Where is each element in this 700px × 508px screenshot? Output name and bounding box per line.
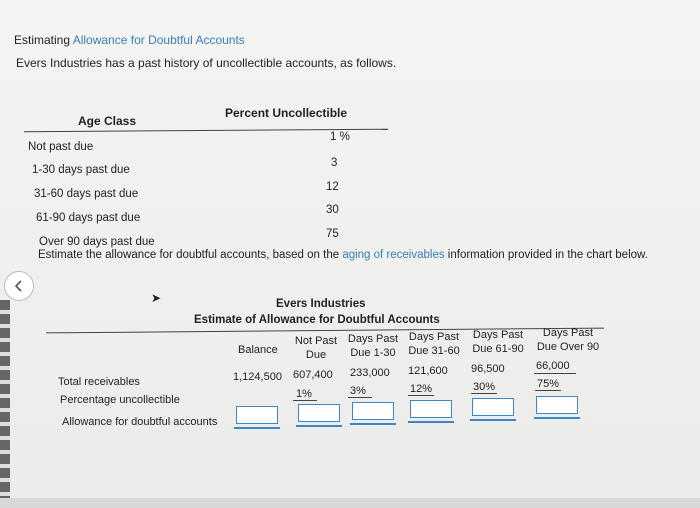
total-31-60: 121,600 bbox=[408, 365, 448, 377]
allowance-not-past-due-input[interactable] bbox=[298, 404, 340, 422]
age-row-label: Over 90 days past due bbox=[39, 236, 155, 248]
age-row-label: 31-60 days past due bbox=[34, 188, 139, 200]
col-header-61-90: Days Past Due 61-90 bbox=[472, 329, 524, 355]
pct-underline bbox=[408, 395, 434, 396]
age-row-pct: 75 bbox=[326, 228, 339, 240]
left-edge-strip bbox=[0, 300, 10, 508]
title-prefix: Estimating bbox=[14, 33, 73, 47]
title-accent: Allowance for Doubtful Accounts bbox=[72, 33, 245, 47]
row-label-allowance: Allowance for doubtful accounts bbox=[62, 416, 218, 428]
age-row-label: 1-30 days past due bbox=[32, 164, 130, 176]
age-row-label: Not past due bbox=[28, 141, 94, 153]
page-title bbox=[14, 33, 245, 47]
pct-31-60: 12% bbox=[410, 383, 433, 395]
pct-over-90: 75% bbox=[537, 378, 560, 390]
estimate-title: Estimate of Allowance for Doubtful Accounts bbox=[194, 314, 440, 326]
age-class-header: Age Class bbox=[78, 114, 137, 128]
allowance-underline bbox=[296, 425, 342, 427]
allowance-balance-input[interactable] bbox=[236, 406, 278, 424]
intro-text: Evers Industries has a past history of uncollectible accounts, as follows. bbox=[16, 56, 397, 70]
percent-header: Percent Uncollectible bbox=[225, 106, 348, 120]
allowance-over-90-input[interactable] bbox=[536, 396, 578, 414]
pct-underline bbox=[535, 390, 561, 391]
company-name: Evers Industries bbox=[276, 298, 366, 310]
bottom-edge bbox=[0, 498, 700, 508]
pct-61-90: 30% bbox=[473, 381, 496, 393]
age-row-pct: 12 bbox=[326, 181, 339, 193]
chevron-left-icon bbox=[12, 279, 26, 293]
age-row-pct: 3 bbox=[331, 157, 338, 169]
allowance-underline bbox=[350, 423, 396, 425]
row-label-total: Total receivables bbox=[58, 376, 140, 388]
allowance-underline bbox=[408, 421, 454, 423]
pct-not-past-due: 1% bbox=[296, 388, 312, 400]
instruction-text: Estimate the allowance for doubtful accounts, based on the aging of receivables information provided in the chart below. bbox=[38, 249, 648, 261]
col-header-over-90: Days Past Due Over 90 bbox=[536, 327, 600, 353]
col-header-1-30: Days Past Due 1-30 bbox=[347, 333, 399, 359]
total-over-90: 66,000 bbox=[536, 360, 570, 372]
total-not-past-due: 607,400 bbox=[293, 369, 333, 381]
allowance-balance-underline bbox=[234, 427, 280, 429]
allowance-61-90-input[interactable] bbox=[472, 398, 514, 416]
pct-underline bbox=[348, 397, 372, 398]
pct-underline bbox=[471, 393, 497, 394]
aging-link[interactable]: aging of receivables bbox=[342, 249, 445, 261]
age-row-pct: 30 bbox=[326, 204, 339, 216]
row-label-percentage: Percentage uncollectible bbox=[60, 394, 180, 406]
col-header-balance: Balance bbox=[238, 344, 278, 356]
pct-1-30: 3% bbox=[350, 385, 366, 397]
allowance-underline bbox=[534, 417, 580, 419]
total-1-30: 233,000 bbox=[350, 367, 390, 379]
col-header-31-60: Days Past Due 31-60 bbox=[408, 331, 460, 357]
age-row-pct: 1 % bbox=[330, 131, 350, 143]
total-61-90: 96,500 bbox=[471, 363, 505, 375]
col-header-not-past-due: Not Past Due bbox=[294, 335, 338, 361]
allowance-underline bbox=[470, 419, 516, 421]
total-over-90-underline bbox=[534, 373, 576, 374]
total-balance: 1,124,500 bbox=[233, 371, 282, 383]
mouse-cursor-icon: ➤ bbox=[151, 291, 162, 305]
pct-underline bbox=[293, 400, 317, 401]
allowance-31-60-input[interactable] bbox=[410, 400, 452, 418]
back-button[interactable] bbox=[4, 271, 34, 301]
allowance-1-30-input[interactable] bbox=[352, 402, 394, 420]
age-row-label: 61-90 days past due bbox=[36, 212, 141, 224]
